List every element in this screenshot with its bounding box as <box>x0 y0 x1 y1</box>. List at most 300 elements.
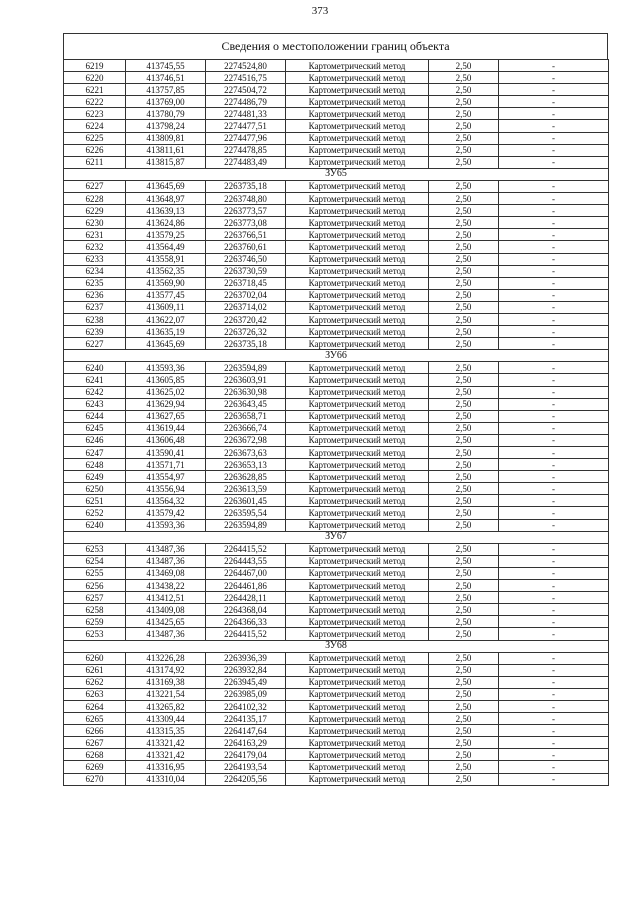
y-coordinate-cell: 2264179,04 <box>206 749 286 761</box>
method-cell: Картометрический метод <box>286 313 429 325</box>
point-number-cell: 6223 <box>64 108 126 120</box>
method-cell: Картометрический метод <box>286 543 429 555</box>
description-cell: - <box>499 422 609 434</box>
point-number-cell: 6253 <box>64 543 126 555</box>
precision-cell: 2,50 <box>429 108 499 120</box>
y-coordinate-cell: 2263945,49 <box>206 676 286 688</box>
table-row <box>64 338 609 350</box>
point-number-cell: 6255 <box>64 567 126 579</box>
method-cell: Картометрический метод <box>286 362 429 374</box>
description-cell: - <box>499 326 609 338</box>
description-cell: - <box>499 108 609 120</box>
x-coordinate-cell: 413593,36 <box>126 519 206 531</box>
description-cell: - <box>499 253 609 265</box>
table-row <box>64 193 609 205</box>
y-coordinate-cell: 2264366,33 <box>206 616 286 628</box>
precision-cell: 2,50 <box>429 326 499 338</box>
method-cell: Картометрический метод <box>286 713 429 725</box>
x-coordinate-cell: 413564,49 <box>126 241 206 253</box>
point-number-cell: 6228 <box>64 193 126 205</box>
precision-cell: 2,50 <box>429 604 499 616</box>
method-cell: Картометрический метод <box>286 664 429 676</box>
method-cell: Картометрический метод <box>286 229 429 241</box>
description-cell: - <box>499 265 609 277</box>
description-cell: - <box>499 725 609 737</box>
method-cell: Картометрический метод <box>286 519 429 531</box>
y-coordinate-cell: 2274516,75 <box>206 72 286 84</box>
precision-cell: 2,50 <box>429 84 499 96</box>
precision-cell: 2,50 <box>429 72 499 84</box>
description-cell: - <box>499 761 609 773</box>
y-coordinate-cell: 2264205,56 <box>206 773 286 785</box>
point-number-cell: 6250 <box>64 483 126 495</box>
y-coordinate-cell: 2264163,29 <box>206 737 286 749</box>
y-coordinate-cell: 2263735,18 <box>206 180 286 192</box>
table-row <box>64 362 609 374</box>
table-row <box>64 592 609 604</box>
point-number-cell: 6241 <box>64 374 126 386</box>
y-coordinate-cell: 2274478,85 <box>206 144 286 156</box>
precision-cell: 2,50 <box>429 616 499 628</box>
method-cell: Картометрический метод <box>286 567 429 579</box>
method-cell: Картометрический метод <box>286 725 429 737</box>
table-row <box>64 108 609 120</box>
table-row <box>64 120 609 132</box>
x-coordinate-cell: 413622,07 <box>126 313 206 325</box>
description-cell: - <box>499 386 609 398</box>
table-row <box>64 84 609 96</box>
precision-cell: 2,50 <box>429 180 499 192</box>
x-coordinate-cell: 413409,08 <box>126 604 206 616</box>
description-cell: - <box>499 193 609 205</box>
table-row <box>64 761 609 773</box>
x-coordinate-cell: 413562,35 <box>126 265 206 277</box>
method-cell: Картометрический метод <box>286 386 429 398</box>
point-number-cell: 6268 <box>64 749 126 761</box>
point-number-cell: 6262 <box>64 676 126 688</box>
method-cell: Картометрический метод <box>286 338 429 350</box>
point-number-cell: 6251 <box>64 495 126 507</box>
x-coordinate-cell: 413619,44 <box>126 422 206 434</box>
precision-cell: 2,50 <box>429 471 499 483</box>
x-coordinate-cell: 413590,41 <box>126 447 206 459</box>
x-coordinate-cell: 413321,42 <box>126 749 206 761</box>
x-coordinate-cell: 413811,61 <box>126 144 206 156</box>
point-number-cell: 6253 <box>64 628 126 640</box>
boundary-sheet <box>63 33 608 786</box>
point-number-cell: 6258 <box>64 604 126 616</box>
precision-cell: 2,50 <box>429 60 499 72</box>
description-cell: - <box>499 120 609 132</box>
x-coordinate-cell: 413815,87 <box>126 156 206 168</box>
precision-cell: 2,50 <box>429 289 499 301</box>
section-header-row <box>64 640 609 652</box>
description-cell: - <box>499 72 609 84</box>
precision-cell: 2,50 <box>429 410 499 422</box>
method-cell: Картометрический метод <box>286 676 429 688</box>
x-coordinate-cell: 413556,94 <box>126 483 206 495</box>
method-cell: Картометрический метод <box>286 301 429 313</box>
description-cell: - <box>499 398 609 410</box>
table-row <box>64 519 609 531</box>
table-row <box>64 410 609 422</box>
precision-cell: 2,50 <box>429 713 499 725</box>
precision-cell: 2,50 <box>429 156 499 168</box>
table-row <box>64 277 609 289</box>
point-number-cell: 6227 <box>64 180 126 192</box>
x-coordinate-cell: 413579,25 <box>126 229 206 241</box>
description-cell: - <box>499 144 609 156</box>
y-coordinate-cell: 2263773,57 <box>206 205 286 217</box>
x-coordinate-cell: 413757,85 <box>126 84 206 96</box>
method-cell: Картометрический метод <box>286 628 429 640</box>
description-cell: - <box>499 132 609 144</box>
description-cell: - <box>499 737 609 749</box>
description-cell: - <box>499 507 609 519</box>
section-header-row <box>64 531 609 543</box>
description-cell: - <box>499 410 609 422</box>
table-row <box>64 447 609 459</box>
x-coordinate-cell: 413579,42 <box>126 507 206 519</box>
x-coordinate-cell: 413221,54 <box>126 688 206 700</box>
precision-cell: 2,50 <box>429 362 499 374</box>
table-row <box>64 604 609 616</box>
point-number-cell: 6221 <box>64 84 126 96</box>
table-row <box>64 713 609 725</box>
table-row <box>64 495 609 507</box>
table-row <box>64 688 609 700</box>
description-cell: - <box>499 313 609 325</box>
method-cell: Картометрический метод <box>286 737 429 749</box>
precision-cell: 2,50 <box>429 217 499 229</box>
method-cell: Картометрический метод <box>286 652 429 664</box>
table-row <box>64 737 609 749</box>
x-coordinate-cell: 413745,55 <box>126 60 206 72</box>
table-row <box>64 253 609 265</box>
description-cell: - <box>499 700 609 712</box>
point-number-cell: 6264 <box>64 700 126 712</box>
table-row <box>64 265 609 277</box>
section-header-row <box>64 168 609 180</box>
y-coordinate-cell: 2263630,98 <box>206 386 286 398</box>
method-cell: Картометрический метод <box>286 761 429 773</box>
y-coordinate-cell: 2263735,18 <box>206 338 286 350</box>
table-row <box>64 628 609 640</box>
table-row <box>64 555 609 567</box>
method-cell: Картометрический метод <box>286 410 429 422</box>
x-coordinate-cell: 413605,85 <box>126 374 206 386</box>
x-coordinate-cell: 413639,13 <box>126 205 206 217</box>
table-row <box>64 301 609 313</box>
table-row <box>64 664 609 676</box>
point-number-cell: 6236 <box>64 289 126 301</box>
point-number-cell: 6263 <box>64 688 126 700</box>
point-number-cell: 6226 <box>64 144 126 156</box>
description-cell: - <box>499 217 609 229</box>
method-cell: Картометрический метод <box>286 180 429 192</box>
y-coordinate-cell: 2263673,63 <box>206 447 286 459</box>
point-number-cell: 6260 <box>64 652 126 664</box>
precision-cell: 2,50 <box>429 386 499 398</box>
method-cell: Картометрический метод <box>286 398 429 410</box>
point-number-cell: 6211 <box>64 156 126 168</box>
x-coordinate-cell: 413316,95 <box>126 761 206 773</box>
description-cell: - <box>499 555 609 567</box>
method-cell: Картометрический метод <box>286 459 429 471</box>
precision-cell: 2,50 <box>429 700 499 712</box>
point-number-cell: 6248 <box>64 459 126 471</box>
y-coordinate-cell: 2263932,84 <box>206 664 286 676</box>
method-cell: Картометрический метод <box>286 60 429 72</box>
method-cell: Картометрический метод <box>286 592 429 604</box>
method-cell: Картометрический метод <box>286 507 429 519</box>
description-cell: - <box>499 616 609 628</box>
point-number-cell: 6252 <box>64 507 126 519</box>
precision-cell: 2,50 <box>429 628 499 640</box>
x-coordinate-cell: 413577,45 <box>126 289 206 301</box>
method-cell: Картометрический метод <box>286 193 429 205</box>
precision-cell: 2,50 <box>429 749 499 761</box>
table-row <box>64 459 609 471</box>
method-cell: Картометрический метод <box>286 374 429 386</box>
description-cell: - <box>499 628 609 640</box>
point-number-cell: 6239 <box>64 326 126 338</box>
table-row <box>64 132 609 144</box>
point-number-cell: 6265 <box>64 713 126 725</box>
description-cell: - <box>499 676 609 688</box>
x-coordinate-cell: 413624,86 <box>126 217 206 229</box>
precision-cell: 2,50 <box>429 507 499 519</box>
table-row <box>64 60 609 72</box>
y-coordinate-cell: 2263595,54 <box>206 507 286 519</box>
x-coordinate-cell: 413635,19 <box>126 326 206 338</box>
y-coordinate-cell: 2263718,45 <box>206 277 286 289</box>
method-cell: Картометрический метод <box>286 72 429 84</box>
table-row <box>64 205 609 217</box>
description-cell: - <box>499 749 609 761</box>
x-coordinate-cell: 413593,36 <box>126 362 206 374</box>
description-cell: - <box>499 241 609 253</box>
point-number-cell: 6249 <box>64 471 126 483</box>
x-coordinate-cell: 413558,91 <box>126 253 206 265</box>
x-coordinate-cell: 413564,32 <box>126 495 206 507</box>
description-cell: - <box>499 713 609 725</box>
precision-cell: 2,50 <box>429 761 499 773</box>
point-number-cell: 6232 <box>64 241 126 253</box>
y-coordinate-cell: 2274504,72 <box>206 84 286 96</box>
y-coordinate-cell: 2274524,80 <box>206 60 286 72</box>
x-coordinate-cell: 413487,36 <box>126 628 206 640</box>
x-coordinate-cell: 413798,24 <box>126 120 206 132</box>
x-coordinate-cell: 413627,65 <box>126 410 206 422</box>
table-row <box>64 652 609 664</box>
point-number-cell: 6237 <box>64 301 126 313</box>
y-coordinate-cell: 2263985,09 <box>206 688 286 700</box>
description-cell: - <box>499 459 609 471</box>
precision-cell: 2,50 <box>429 132 499 144</box>
x-coordinate-cell: 413469,08 <box>126 567 206 579</box>
table-row <box>64 96 609 108</box>
section-header-row <box>64 350 609 362</box>
point-number-cell: 6257 <box>64 592 126 604</box>
description-cell: - <box>499 180 609 192</box>
x-coordinate-cell: 413769,00 <box>126 96 206 108</box>
point-number-cell: 6243 <box>64 398 126 410</box>
point-number-cell: 6261 <box>64 664 126 676</box>
table-row <box>64 156 609 168</box>
y-coordinate-cell: 2263730,59 <box>206 265 286 277</box>
method-cell: Картометрический метод <box>286 132 429 144</box>
precision-cell: 2,50 <box>429 543 499 555</box>
description-cell: - <box>499 519 609 531</box>
y-coordinate-cell: 2263766,51 <box>206 229 286 241</box>
precision-cell: 2,50 <box>429 301 499 313</box>
x-coordinate-cell: 413609,11 <box>126 301 206 313</box>
table-row <box>64 374 609 386</box>
x-coordinate-cell: 413569,90 <box>126 277 206 289</box>
method-cell: Картометрический метод <box>286 749 429 761</box>
precision-cell: 2,50 <box>429 519 499 531</box>
description-cell: - <box>499 362 609 374</box>
method-cell: Картометрический метод <box>286 495 429 507</box>
table-row <box>64 386 609 398</box>
method-cell: Картометрический метод <box>286 422 429 434</box>
method-cell: Картометрический метод <box>286 289 429 301</box>
table-row <box>64 326 609 338</box>
y-coordinate-cell: 2274486,79 <box>206 96 286 108</box>
precision-cell: 2,50 <box>429 592 499 604</box>
x-coordinate-cell: 413412,51 <box>126 592 206 604</box>
precision-cell: 2,50 <box>429 567 499 579</box>
description-cell: - <box>499 592 609 604</box>
table-row <box>64 471 609 483</box>
x-coordinate-cell: 413265,82 <box>126 700 206 712</box>
precision-cell: 2,50 <box>429 265 499 277</box>
section-name: ЗУ67 <box>64 531 609 543</box>
method-cell: Картометрический метод <box>286 616 429 628</box>
point-number-cell: 6219 <box>64 60 126 72</box>
method-cell: Картометрический метод <box>286 217 429 229</box>
table-row <box>64 773 609 785</box>
x-coordinate-cell: 413425,65 <box>126 616 206 628</box>
precision-cell: 2,50 <box>429 773 499 785</box>
y-coordinate-cell: 2263594,89 <box>206 519 286 531</box>
point-number-cell: 6230 <box>64 217 126 229</box>
y-coordinate-cell: 2274477,51 <box>206 120 286 132</box>
x-coordinate-cell: 413606,48 <box>126 434 206 446</box>
y-coordinate-cell: 2263601,45 <box>206 495 286 507</box>
method-cell: Картометрический метод <box>286 447 429 459</box>
method-cell: Картометрический метод <box>286 773 429 785</box>
table-row <box>64 567 609 579</box>
description-cell: - <box>499 688 609 700</box>
y-coordinate-cell: 2263594,89 <box>206 362 286 374</box>
x-coordinate-cell: 413645,69 <box>126 180 206 192</box>
point-number-cell: 6231 <box>64 229 126 241</box>
y-coordinate-cell: 2263773,08 <box>206 217 286 229</box>
table-row <box>64 144 609 156</box>
method-cell: Картометрический метод <box>286 144 429 156</box>
precision-cell: 2,50 <box>429 580 499 592</box>
x-coordinate-cell: 413645,69 <box>126 338 206 350</box>
coordinates-table-body <box>64 60 609 786</box>
table-row <box>64 313 609 325</box>
precision-cell: 2,50 <box>429 495 499 507</box>
point-number-cell: 6242 <box>64 386 126 398</box>
method-cell: Картометрический метод <box>286 120 429 132</box>
x-coordinate-cell: 413487,36 <box>126 543 206 555</box>
precision-cell: 2,50 <box>429 459 499 471</box>
point-number-cell: 6246 <box>64 434 126 446</box>
point-number-cell: 6240 <box>64 519 126 531</box>
table-row <box>64 700 609 712</box>
table-row <box>64 180 609 192</box>
description-cell: - <box>499 289 609 301</box>
x-coordinate-cell: 413174,92 <box>126 664 206 676</box>
precision-cell: 2,50 <box>429 737 499 749</box>
precision-cell: 2,50 <box>429 555 499 567</box>
x-coordinate-cell: 413226,28 <box>126 652 206 664</box>
precision-cell: 2,50 <box>429 313 499 325</box>
x-coordinate-cell: 413571,71 <box>126 459 206 471</box>
y-coordinate-cell: 2274483,49 <box>206 156 286 168</box>
table-row <box>64 483 609 495</box>
x-coordinate-cell: 413315,35 <box>126 725 206 737</box>
precision-cell: 2,50 <box>429 725 499 737</box>
y-coordinate-cell: 2264443,55 <box>206 555 286 567</box>
section-name: ЗУ68 <box>64 640 609 652</box>
precision-cell: 2,50 <box>429 338 499 350</box>
table-row <box>64 676 609 688</box>
precision-cell: 2,50 <box>429 447 499 459</box>
y-coordinate-cell: 2264102,32 <box>206 700 286 712</box>
method-cell: Картометрический метод <box>286 555 429 567</box>
precision-cell: 2,50 <box>429 193 499 205</box>
precision-cell: 2,50 <box>429 277 499 289</box>
method-cell: Картометрический метод <box>286 253 429 265</box>
point-number-cell: 6220 <box>64 72 126 84</box>
y-coordinate-cell: 2263720,42 <box>206 313 286 325</box>
point-number-cell: 6247 <box>64 447 126 459</box>
point-number-cell: 6245 <box>64 422 126 434</box>
table-row <box>64 241 609 253</box>
method-cell: Картометрический метод <box>286 471 429 483</box>
y-coordinate-cell: 2263702,04 <box>206 289 286 301</box>
precision-cell: 2,50 <box>429 205 499 217</box>
coordinates-table <box>63 59 609 786</box>
y-coordinate-cell: 2264461,86 <box>206 580 286 592</box>
y-coordinate-cell: 2263666,74 <box>206 422 286 434</box>
point-number-cell: 6266 <box>64 725 126 737</box>
table-row <box>64 229 609 241</box>
x-coordinate-cell: 413780,79 <box>126 108 206 120</box>
y-coordinate-cell: 2263603,91 <box>206 374 286 386</box>
description-cell: - <box>499 495 609 507</box>
table-row <box>64 725 609 737</box>
y-coordinate-cell: 2274477,96 <box>206 132 286 144</box>
method-cell: Картометрический метод <box>286 108 429 120</box>
precision-cell: 2,50 <box>429 483 499 495</box>
description-cell: - <box>499 471 609 483</box>
description-cell: - <box>499 447 609 459</box>
method-cell: Картометрический метод <box>286 483 429 495</box>
description-cell: - <box>499 567 609 579</box>
method-cell: Картометрический метод <box>286 156 429 168</box>
description-cell: - <box>499 277 609 289</box>
y-coordinate-cell: 2263936,39 <box>206 652 286 664</box>
description-cell: - <box>499 205 609 217</box>
x-coordinate-cell: 413438,22 <box>126 580 206 592</box>
